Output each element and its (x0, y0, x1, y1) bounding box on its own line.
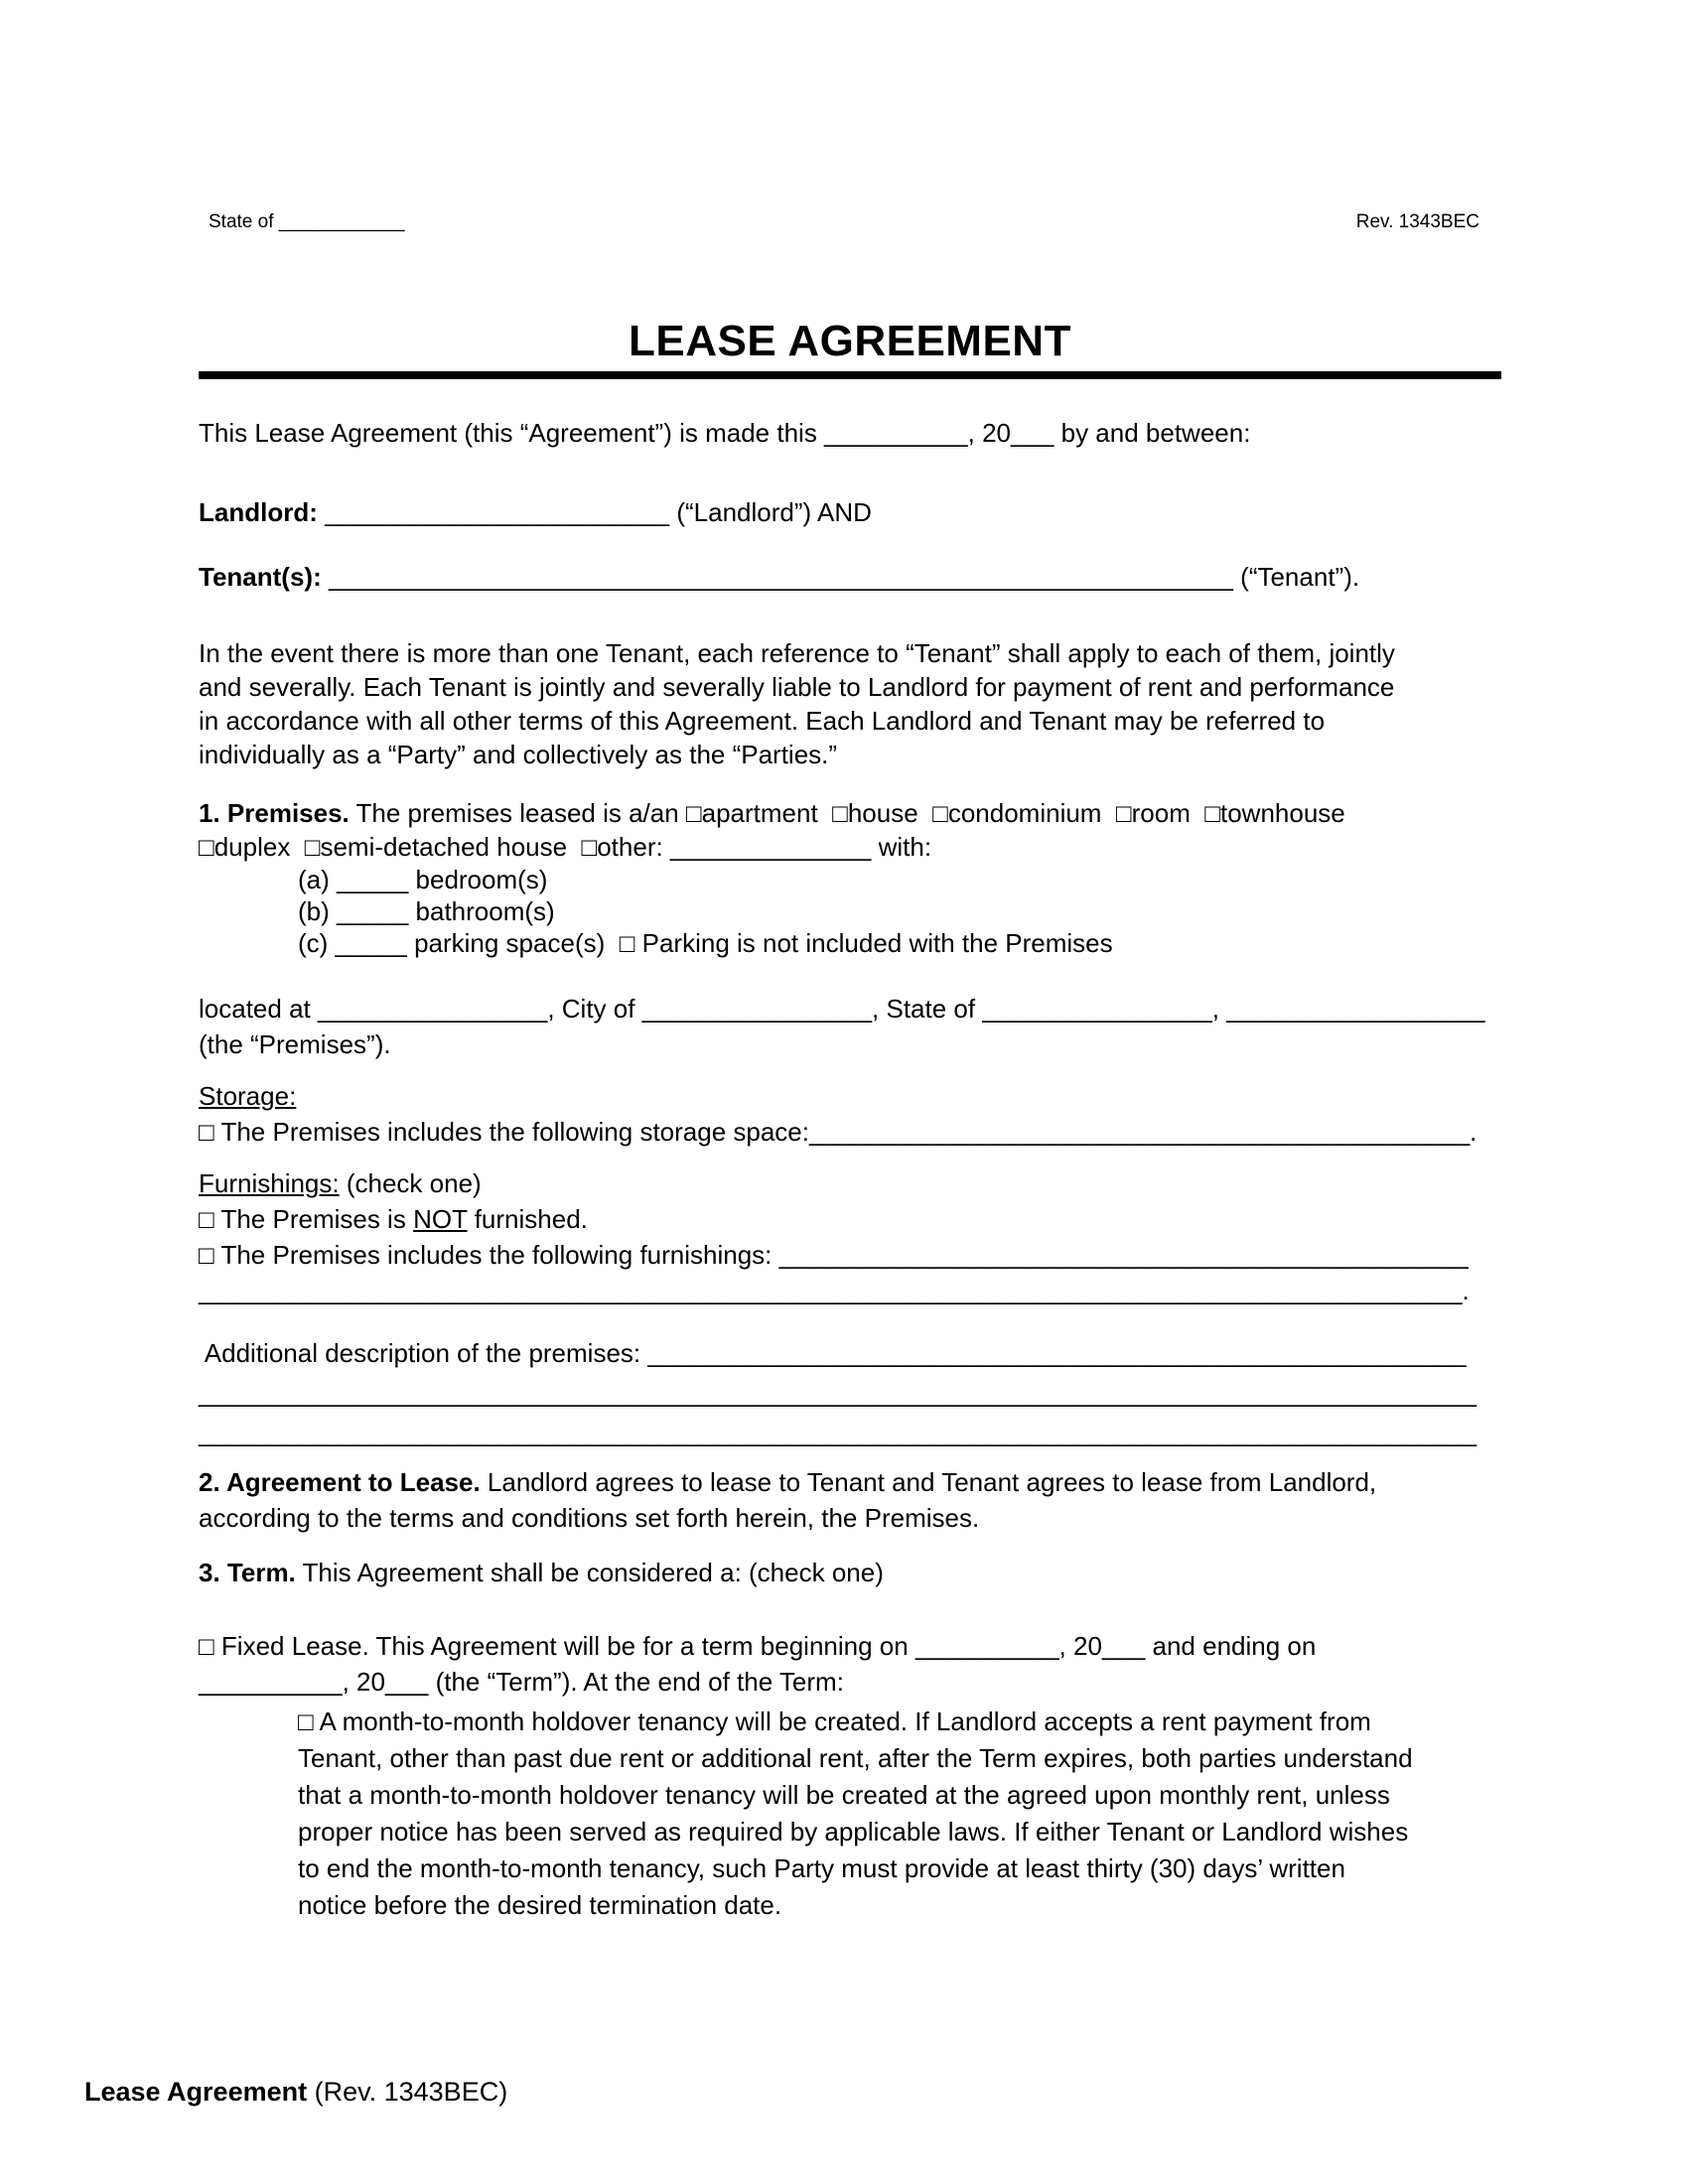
joint-liability-line: individually as a “Party” and collectively as the “Parties.” (199, 740, 838, 769)
section-2-label: 2. Agreement to Lease. (199, 1467, 481, 1497)
fixed-lease-block (199, 1628, 1501, 1700)
not-furnished-word: NOT (413, 1204, 468, 1234)
state-of-line: State of ____________ (209, 211, 405, 232)
tenant-blank: _______________________________________________________________ (“Tenant”). (321, 562, 1360, 592)
fixed-lease-line-2: __________, 20___ (the “Term”). At the end of the Term: (199, 1667, 844, 1697)
holdover-line: to end the month-to-month tenancy, such Party must provide at least thirty (30) days’ written (298, 1853, 1345, 1883)
additional-description-blank: _________________________________________________________ (647, 1338, 1467, 1368)
joint-liability-line: In the event there is more than one Tenant, each reference to “Tenant” shall apply to each of them, jointly (199, 638, 1395, 668)
holdover-line: that a month-to-month holdover tenancy will be created at the agreed upon monthly rent, unless (298, 1780, 1390, 1810)
not-furnished-post: furnished. (467, 1204, 588, 1234)
tenant-line (199, 559, 1501, 595)
landlord-line (199, 494, 1501, 530)
joint-liability-line: in accordance with all other terms of this Agreement. Each Landlord and Tenant may be referred to (199, 706, 1326, 736)
storage-checkbox-line (199, 1114, 1501, 1150)
additional-description-line (199, 1333, 1501, 1373)
holdover-line: Tenant, other than past due rent or additional rent, after the Term expires, both parties understand (298, 1743, 1413, 1773)
section-2-agreement-to-lease (199, 1464, 1501, 1536)
premises-type-line-1 (199, 796, 1501, 830)
furnishings-block (199, 1165, 1501, 1308)
document-title: LEASE AGREEMENT (629, 317, 1071, 365)
storage-option-text: □ The Premises includes the following storage space: (199, 1117, 809, 1147)
section-3-label: 3. Term. (199, 1558, 296, 1587)
furnishings-heading-suffix: (check one) (339, 1168, 482, 1198)
premises-type-line-2: □duplex □semi-detached house □other: ______________ with: (199, 832, 932, 862)
section-1-label: 1. Premises. (199, 798, 350, 828)
storage-block (199, 1078, 1501, 1150)
holdover-line: notice before the desired termination date. (298, 1890, 782, 1920)
premises-item-parking: (c) _____ parking space(s) □ Parking is not included with the Premises (298, 928, 1113, 958)
furnishings-list-line-2: ________________________________________________________________________________________. (199, 1276, 1470, 1305)
storage-heading-text: Storage: (199, 1081, 297, 1111)
located-at-line: located at ________________, City of ________________, State of ________________, __________________ (199, 994, 1485, 1024)
located-at-block (199, 991, 1501, 1062)
premises-type-options: The premises leased is a/an □apartment □house □condominium □room □townhouse (349, 798, 1345, 828)
section-1-premises (199, 796, 1501, 864)
premises-defined-line: (the “Premises”). (199, 1029, 391, 1059)
holdover-line: proper notice has been served as required by applicable laws. If either Tenant or Landlord wishes (298, 1817, 1409, 1846)
document-body (199, 0, 1501, 1924)
storage-blank: ______________________________________________. (809, 1117, 1477, 1147)
landlord-blank: ________________________ (“Landlord”) AND (317, 497, 872, 527)
furnishings-heading-text: Furnishings: (199, 1168, 340, 1198)
additional-blank-line-2: _________________________________________________________________________________________ (199, 1378, 1477, 1408)
joint-liability-paragraph (199, 636, 1501, 771)
landlord-label: Landlord: (199, 497, 318, 527)
premises-item-bathrooms: (b) _____ bathroom(s) (298, 896, 555, 926)
agreement-to-lease-line-1 (199, 1464, 1501, 1500)
not-furnished-line (199, 1201, 1501, 1237)
revision-label: Rev. 1343BEC (1355, 211, 1479, 232)
intro-line: This Lease Agreement (this “Agreement”) is made this __________, 20___ by and between: (199, 418, 1251, 448)
not-furnished-pre: □ The Premises is (199, 1204, 414, 1234)
page-footer (84, 2075, 507, 2109)
premises-detail-list (298, 864, 1501, 959)
footer-document-title: Lease Agreement (84, 2077, 308, 2107)
additional-blank-line-3: _________________________________________________________________________________________ (199, 1418, 1477, 1447)
section-3-term (199, 1555, 1501, 1590)
holdover-tenancy-paragraph (298, 1704, 1501, 1924)
footer-revision: (Rev. 1343BEC) (307, 2077, 508, 2107)
holdover-line: □ A month-to-month holdover tenancy will be created. If Landlord accepts a rent payment from (298, 1706, 1371, 1736)
tenant-label: Tenant(s): (199, 562, 322, 592)
storage-heading (199, 1078, 1501, 1114)
additional-description-label: Additional description of the premises: (199, 1338, 648, 1368)
fixed-lease-line-1: □ Fixed Lease. This Agreement will be for a term beginning on __________, 20___ and ending on (199, 1631, 1317, 1661)
furnishings-heading (199, 1165, 1501, 1201)
document-header (199, 0, 1501, 234)
furnishings-list-line-1: □ The Premises includes the following furnishings: ________________________________________________ (199, 1240, 1469, 1270)
agreement-to-lease-line-2: according to the terms and conditions set forth herein, the Premises. (199, 1503, 980, 1533)
additional-description-block (199, 1333, 1501, 1452)
term-text: This Agreement shall be considered a: (check one) (295, 1558, 884, 1587)
title-rule (199, 371, 1501, 379)
joint-liability-line: and severally. Each Tenant is jointly and severally liable to Landlord for payment of rent and performance (199, 672, 1395, 702)
premises-item-bedrooms: (a) _____ bedroom(s) (298, 865, 548, 894)
agreement-to-lease-text: Landlord agrees to lease to Tenant and Tenant agrees to lease from Landlord, (480, 1467, 1377, 1497)
